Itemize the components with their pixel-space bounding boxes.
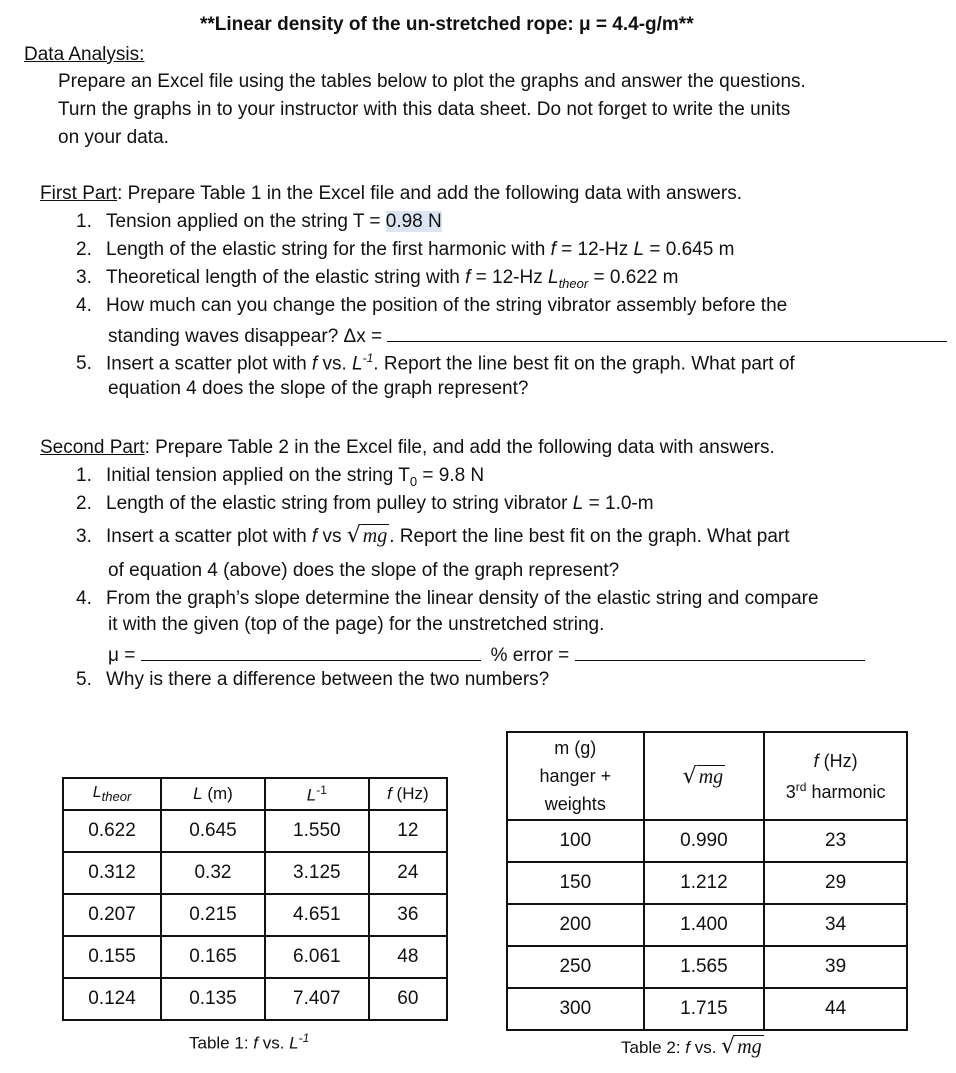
tension-value: 0.98 N: [385, 211, 442, 232]
table-cell: 0.622: [63, 810, 161, 852]
first-part-item-5: 5. Insert a scatter plot with f vs. $L^{-1}$. Report the line best fit on the graph. What part of: [76, 351, 795, 375]
first-part-item-4: 4. How much can you change the position of the string vibrator assembly before the: [76, 295, 788, 316]
sqrt-mg-symbol: √ mg: [346, 523, 388, 548]
table-cell: 7.407: [265, 978, 369, 1020]
table-cell: 300: [507, 988, 644, 1030]
table-1-header-f: f (Hz): [369, 778, 447, 810]
table-1-header-row: [63, 778, 447, 810]
table-1-caption: Table 1: f vs. $L^{-1}$: [189, 1031, 310, 1053]
first-part-item-1: 1. Tension applied on the string T = 0.98 N: [76, 211, 442, 232]
table-cell: 0.990: [644, 820, 765, 862]
table-cell: 1.565: [644, 946, 765, 988]
table-2-header-row: [507, 732, 907, 820]
second-part-item-1: 1. Initial tension applied on the string $T_0 = 9.8$ N: [76, 465, 485, 489]
table-cell: 6.061: [265, 936, 369, 978]
table-cell: 0.32: [161, 852, 265, 894]
second-part-item-3: 3. Insert a scatter plot with f vs √ mg . Report the line best fit on the graph. What part: [76, 523, 790, 548]
table-row: [63, 936, 447, 978]
first-part-heading: First Part: Prepare Table 1 in the Excel file and add the following data with answers.: [40, 183, 742, 204]
first-part-item-4-line-2: standing waves disappear? Δx =: [108, 323, 947, 348]
table-row: [507, 988, 907, 1030]
table-cell: 12: [369, 810, 447, 852]
table-cell: 39: [764, 946, 907, 988]
table-cell: 1.715: [644, 988, 765, 1030]
second-part-item-4: 4. From the graph’s slope determine the linear density of the elastic string and compare: [76, 588, 819, 609]
table-row: [507, 904, 907, 946]
table-cell: 0.215: [161, 894, 265, 936]
first-part-item-2: 2. Length of the elastic string for the first harmonic with f = 12-Hz L = 0.645 m: [76, 239, 735, 260]
table-cell: 0.645: [161, 810, 265, 852]
table-cell: 0.155: [63, 936, 161, 978]
table-2-header-f: f (Hz) 3rd harmonic: [764, 732, 907, 820]
table-cell: 0.165: [161, 936, 265, 978]
table-cell: 48: [369, 936, 447, 978]
second-part-item-5: 5. Why is there a difference between the two numbers?: [76, 669, 550, 690]
table-row: [63, 894, 447, 936]
table-row: [63, 810, 447, 852]
table-2-header-sqrt-mg: √ mg: [644, 732, 765, 820]
instructions-line-2: Turn the graphs in to your instructor with this data sheet. Do not forget to write the units: [58, 99, 791, 120]
delta-x-answer-blank[interactable]: [387, 323, 947, 342]
percent-error-answer-blank[interactable]: [575, 642, 865, 661]
table-cell: 0.207: [63, 894, 161, 936]
first-part-item-3: 3. Theoretical length of the elastic string with f = 12-Hz $L_{theor} = 0.622$ m: [76, 267, 679, 291]
table-cell: 4.651: [265, 894, 369, 936]
first-part-item-5-line-2: equation 4 does the slope of the graph represent?: [108, 378, 529, 399]
table-2: [506, 731, 908, 1031]
table-cell: 1.550: [265, 810, 369, 852]
table-1-header-l-inverse: $L^{-1}$: [265, 778, 369, 810]
second-part-item-4-line-2: it with the given (top of the page) for the unstretched string.: [108, 614, 605, 635]
table-row: [507, 946, 907, 988]
second-part-item-3-line-2: of equation 4 (above) does the slope of the graph represent?: [108, 560, 620, 581]
table-cell: 34: [764, 904, 907, 946]
table-row: [507, 862, 907, 904]
page-title: **Linear density of the un-stretched rope: μ = 4.4-g/m**: [200, 14, 694, 35]
table-cell: 200: [507, 904, 644, 946]
table-row: [63, 852, 447, 894]
table-1-header-l: L (m): [161, 778, 265, 810]
table-row: [63, 978, 447, 1020]
second-part-heading: Second Part: Prepare Table 2 in the Excel file, and add the following data with answers.: [40, 437, 775, 458]
table-1-header-ltheor: $L_{theor}$: [63, 778, 161, 810]
table-cell: 1.400: [644, 904, 765, 946]
table-cell: 1.212: [644, 862, 765, 904]
table-cell: 23: [764, 820, 907, 862]
table-cell: 36: [369, 894, 447, 936]
second-part-item-2: 2. Length of the elastic string from pulley to string vibrator L = 1.0-m: [76, 493, 654, 514]
data-analysis-heading: Data Analysis:: [24, 44, 145, 65]
table-cell: 60: [369, 978, 447, 1020]
table-cell: 0.124: [63, 978, 161, 1020]
second-part-item-4-answers: μ = % error =: [108, 642, 865, 667]
table-cell: 29: [764, 862, 907, 904]
table-cell: 250: [507, 946, 644, 988]
table-2-header-mass: m (g) hanger + weights: [507, 732, 644, 820]
table-cell: 150: [507, 862, 644, 904]
instructions-line-1: Prepare an Excel file using the tables below to plot the graphs and answer the questions.: [58, 71, 806, 92]
table-1: [62, 777, 448, 1021]
table-cell: 0.135: [161, 978, 265, 1020]
instructions-line-3: on your data.: [58, 127, 169, 148]
table-row: [507, 820, 907, 862]
mu-answer-blank[interactable]: [141, 642, 481, 661]
table-cell: 100: [507, 820, 644, 862]
table-cell: 0.312: [63, 852, 161, 894]
table-2-caption: Table 2: f vs. √ mg: [621, 1034, 762, 1059]
table-cell: 3.125: [265, 852, 369, 894]
table-cell: 44: [764, 988, 907, 1030]
table-cell: 24: [369, 852, 447, 894]
